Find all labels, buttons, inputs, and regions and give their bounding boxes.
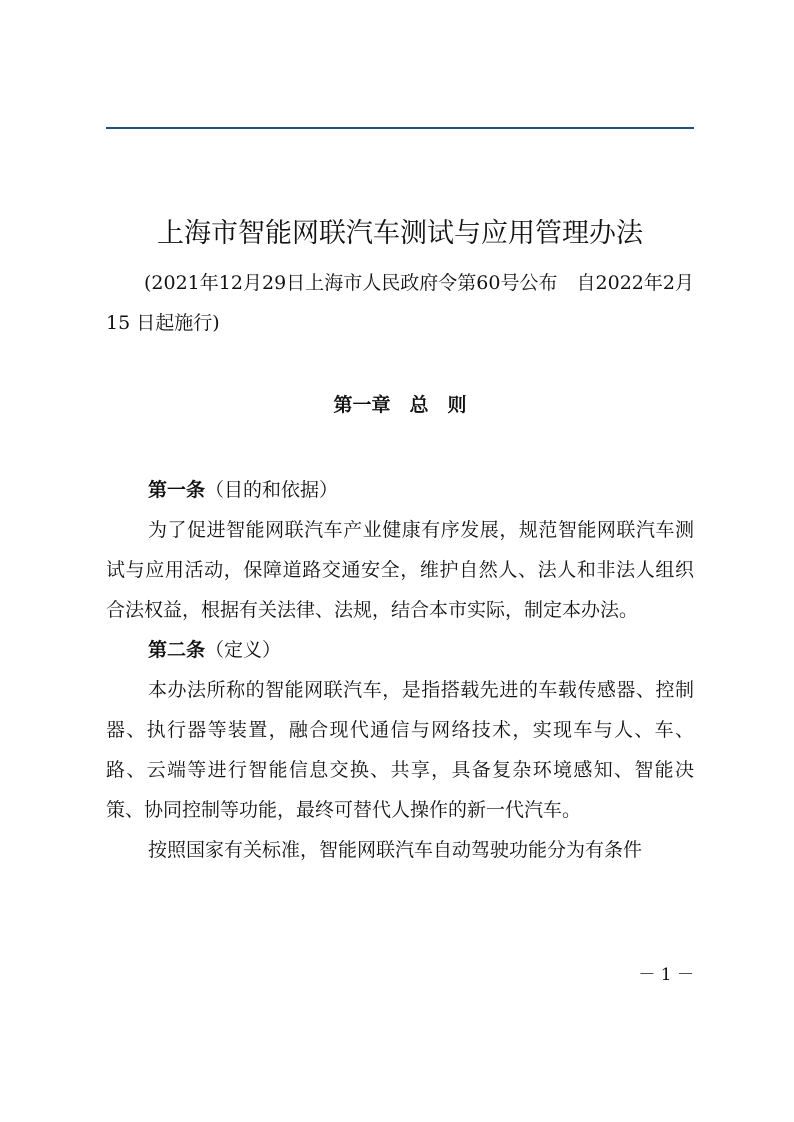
article-2-topic: （定义） [205,639,282,661]
article-1-heading: 第一条 [148,479,206,501]
article-2-header [106,630,694,670]
article-2-paragraph-1: 本办法所称的智能网联汽车，是指搭载先进的车载传感器、控制器、执行器等装置，融合现代通信与网络技术，实现车与人、车、路、云端等进行智能信息交换、共享，具备复杂环境感知、智能决策、协同控制等功能，最终可替代人操作的新一代汽车。 [106,679,694,821]
article-1-topic: （目的和依据） [205,479,339,501]
article-1-header [106,470,694,510]
document-subtitle: (2021年12月29日上海市人民政府令第60号公布 自2022年2月15 日起施行) [106,272,694,334]
article-2-paragraph-2: 按照国家有关标准，智能网联汽车自动驾驶功能分为有条件 [148,839,643,861]
page-number: － 1 － [638,965,694,985]
article-1-paragraph-1: 为了促进智能网联汽车产业健康有序发展，规范智能网联汽车测试与应用活动，保障道路交通安全，维护自然人、法人和非法人组织合法权益，根据有关法律、法规，结合本市实际，制定本办法。 [106,519,694,621]
document-body [106,470,694,870]
article-2-heading: 第二条 [148,639,206,661]
chapter-title: 第一章 总 则 [333,394,467,416]
header-rule [106,127,694,129]
document-title: 上海市智能网联汽车测试与应用管理办法 [157,218,643,249]
